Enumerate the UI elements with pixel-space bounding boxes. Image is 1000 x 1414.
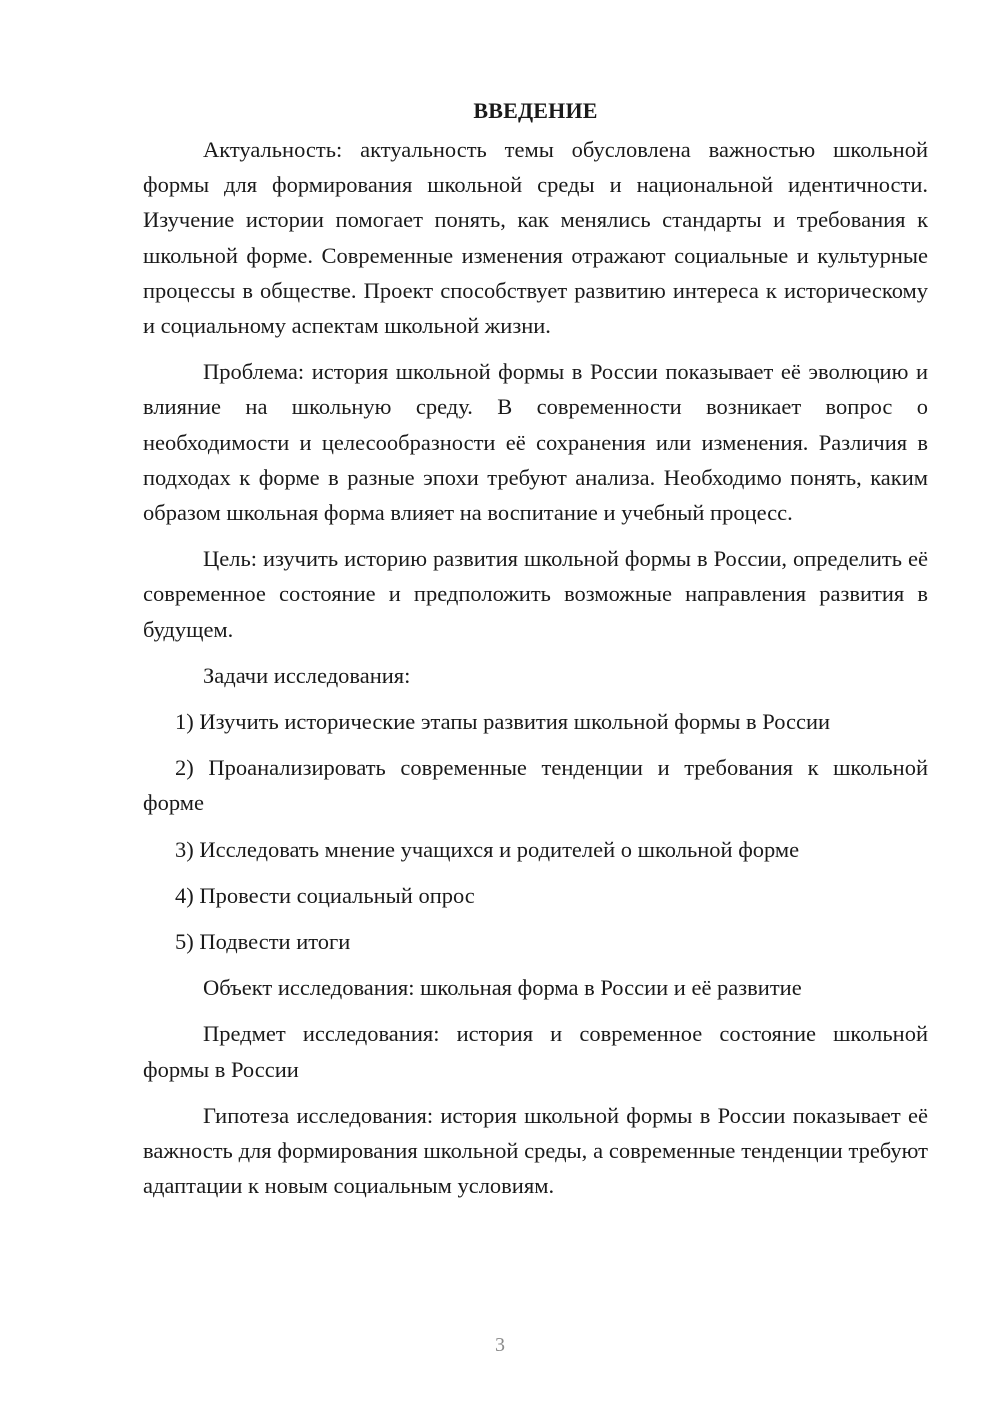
paragraph-goal: Цель: изучить историю развития школьной формы в России, определить её современное состояние и предположить возможные направления развития в будущем. <box>143 546 928 642</box>
section-title: ВВЕДЕНИЕ <box>473 98 598 123</box>
paragraph-object: Объект исследования: школьная форма в России и её развитие <box>203 975 802 1001</box>
paragraph-hypothesis: Гипотеза исследования: история школьной формы в России показывает её важность для формирования школьной среды, а современные тенденции требуют адаптации к новым социальным условиям. <box>143 1102 928 1199</box>
task-item: 2) Проанализировать современные тенденции и требования к школьной форме <box>143 755 928 816</box>
document-page <box>143 96 928 1214</box>
paragraph-subject: Предмет исследования: история и современное состояние школьной формы в России <box>143 1021 928 1082</box>
task-item: 3) Исследовать мнение учащихся и родителей о школьной форме <box>175 836 800 862</box>
paragraph-tasks-heading: Задачи исследования: <box>203 662 411 688</box>
paragraph-problem: Проблема: история школьной формы в России показывает её эволюцию и влияние на школьную среду. В современности возникает вопрос о необходимости и целесообразности её сохранения или изменения. Различия в подходах к форме в разные эпохи требуют анализа. Необходимо понять, каким образом школьная форма влияет на воспитание и учебный процесс. <box>143 359 928 526</box>
page-number: 3 <box>495 1334 505 1356</box>
paragraph-relevance: Актуальность: актуальность темы обусловлена важностью школьной формы для формирования школьной среды и национальной идентичности. Изучение истории помогает понять, как менялись стандарты и требования к школьной форме. Современные изменения отражают социальные и культурные процессы в обществе. Проект способствует развитию интереса к историческому и социальному аспектам школьной жизни. <box>143 137 928 339</box>
task-item: 4) Провести социальный опрос <box>175 882 475 908</box>
task-item: 5) Подвести итоги <box>175 929 351 955</box>
task-item: 1) Изучить исторические этапы развития школьной формы в России <box>175 709 831 735</box>
